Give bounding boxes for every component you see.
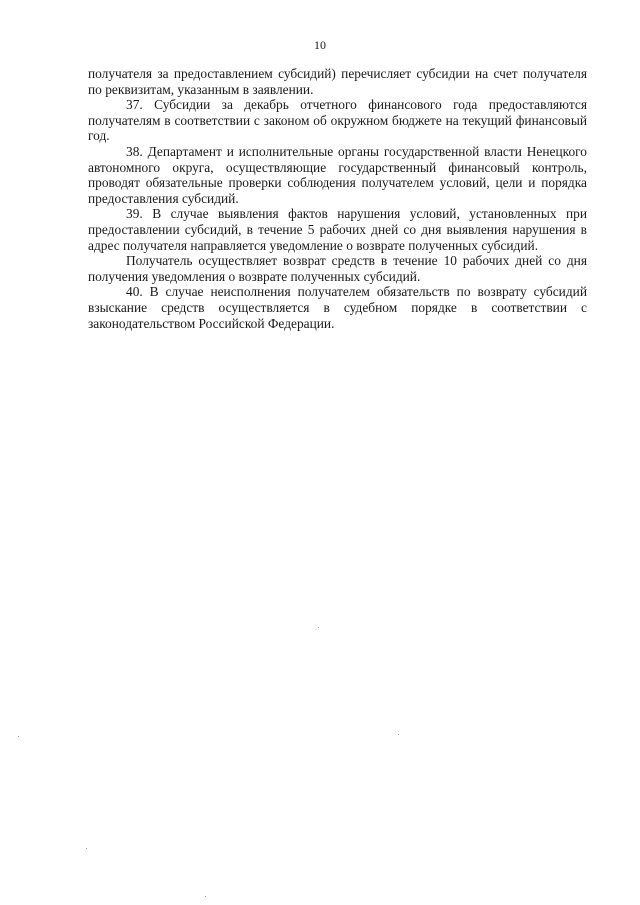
- scan-speck: [205, 896, 206, 897]
- page-number: 10: [314, 38, 326, 52]
- paragraph-40: 40. В случае неисполнения получателем обязательств по возврату субсидий взыскание средств осуществляется в судебном порядке в соответствии с законодательством Российской Федерации.: [88, 284, 587, 331]
- paragraph-37: 37. Субсидии за декабрь отчетного финансового года предоставляются получателям в соответствии с законом об окружном бюджете на текущий финансовый год.: [88, 97, 587, 144]
- scan-speck: [318, 627, 319, 628]
- paragraph-39-continuation: Получатель осуществляет возврат средств в течение 10 рабочих дней со дня получения уведомления о возврате полученных субсидий.: [88, 253, 587, 284]
- paragraph-38: 38. Департамент и исполнительные органы государственной власти Ненецкого автономного округа, осуществляющие государственный финансовый контроль, проводят обязательные проверки соблюдения получателем условий, цели и порядка предоставления субсидий.: [88, 143, 587, 206]
- paragraph-39: 39. В случае выявления фактов нарушения условий, установленных при предоставлении субсидий, в течение 5 рабочих дней со дня выявления нарушения в адрес получателя направляется уведомление о возврате полученных субсидий.: [88, 206, 587, 253]
- scan-speck: [18, 736, 19, 737]
- scan-speck: [398, 734, 399, 735]
- document-body: [88, 66, 587, 331]
- scan-speck: [86, 848, 87, 849]
- paragraph-continuation: получателя за предоставлением субсидий) перечисляет субсидии на счет получателя по реквизитам, указанным в заявлении.: [88, 66, 587, 97]
